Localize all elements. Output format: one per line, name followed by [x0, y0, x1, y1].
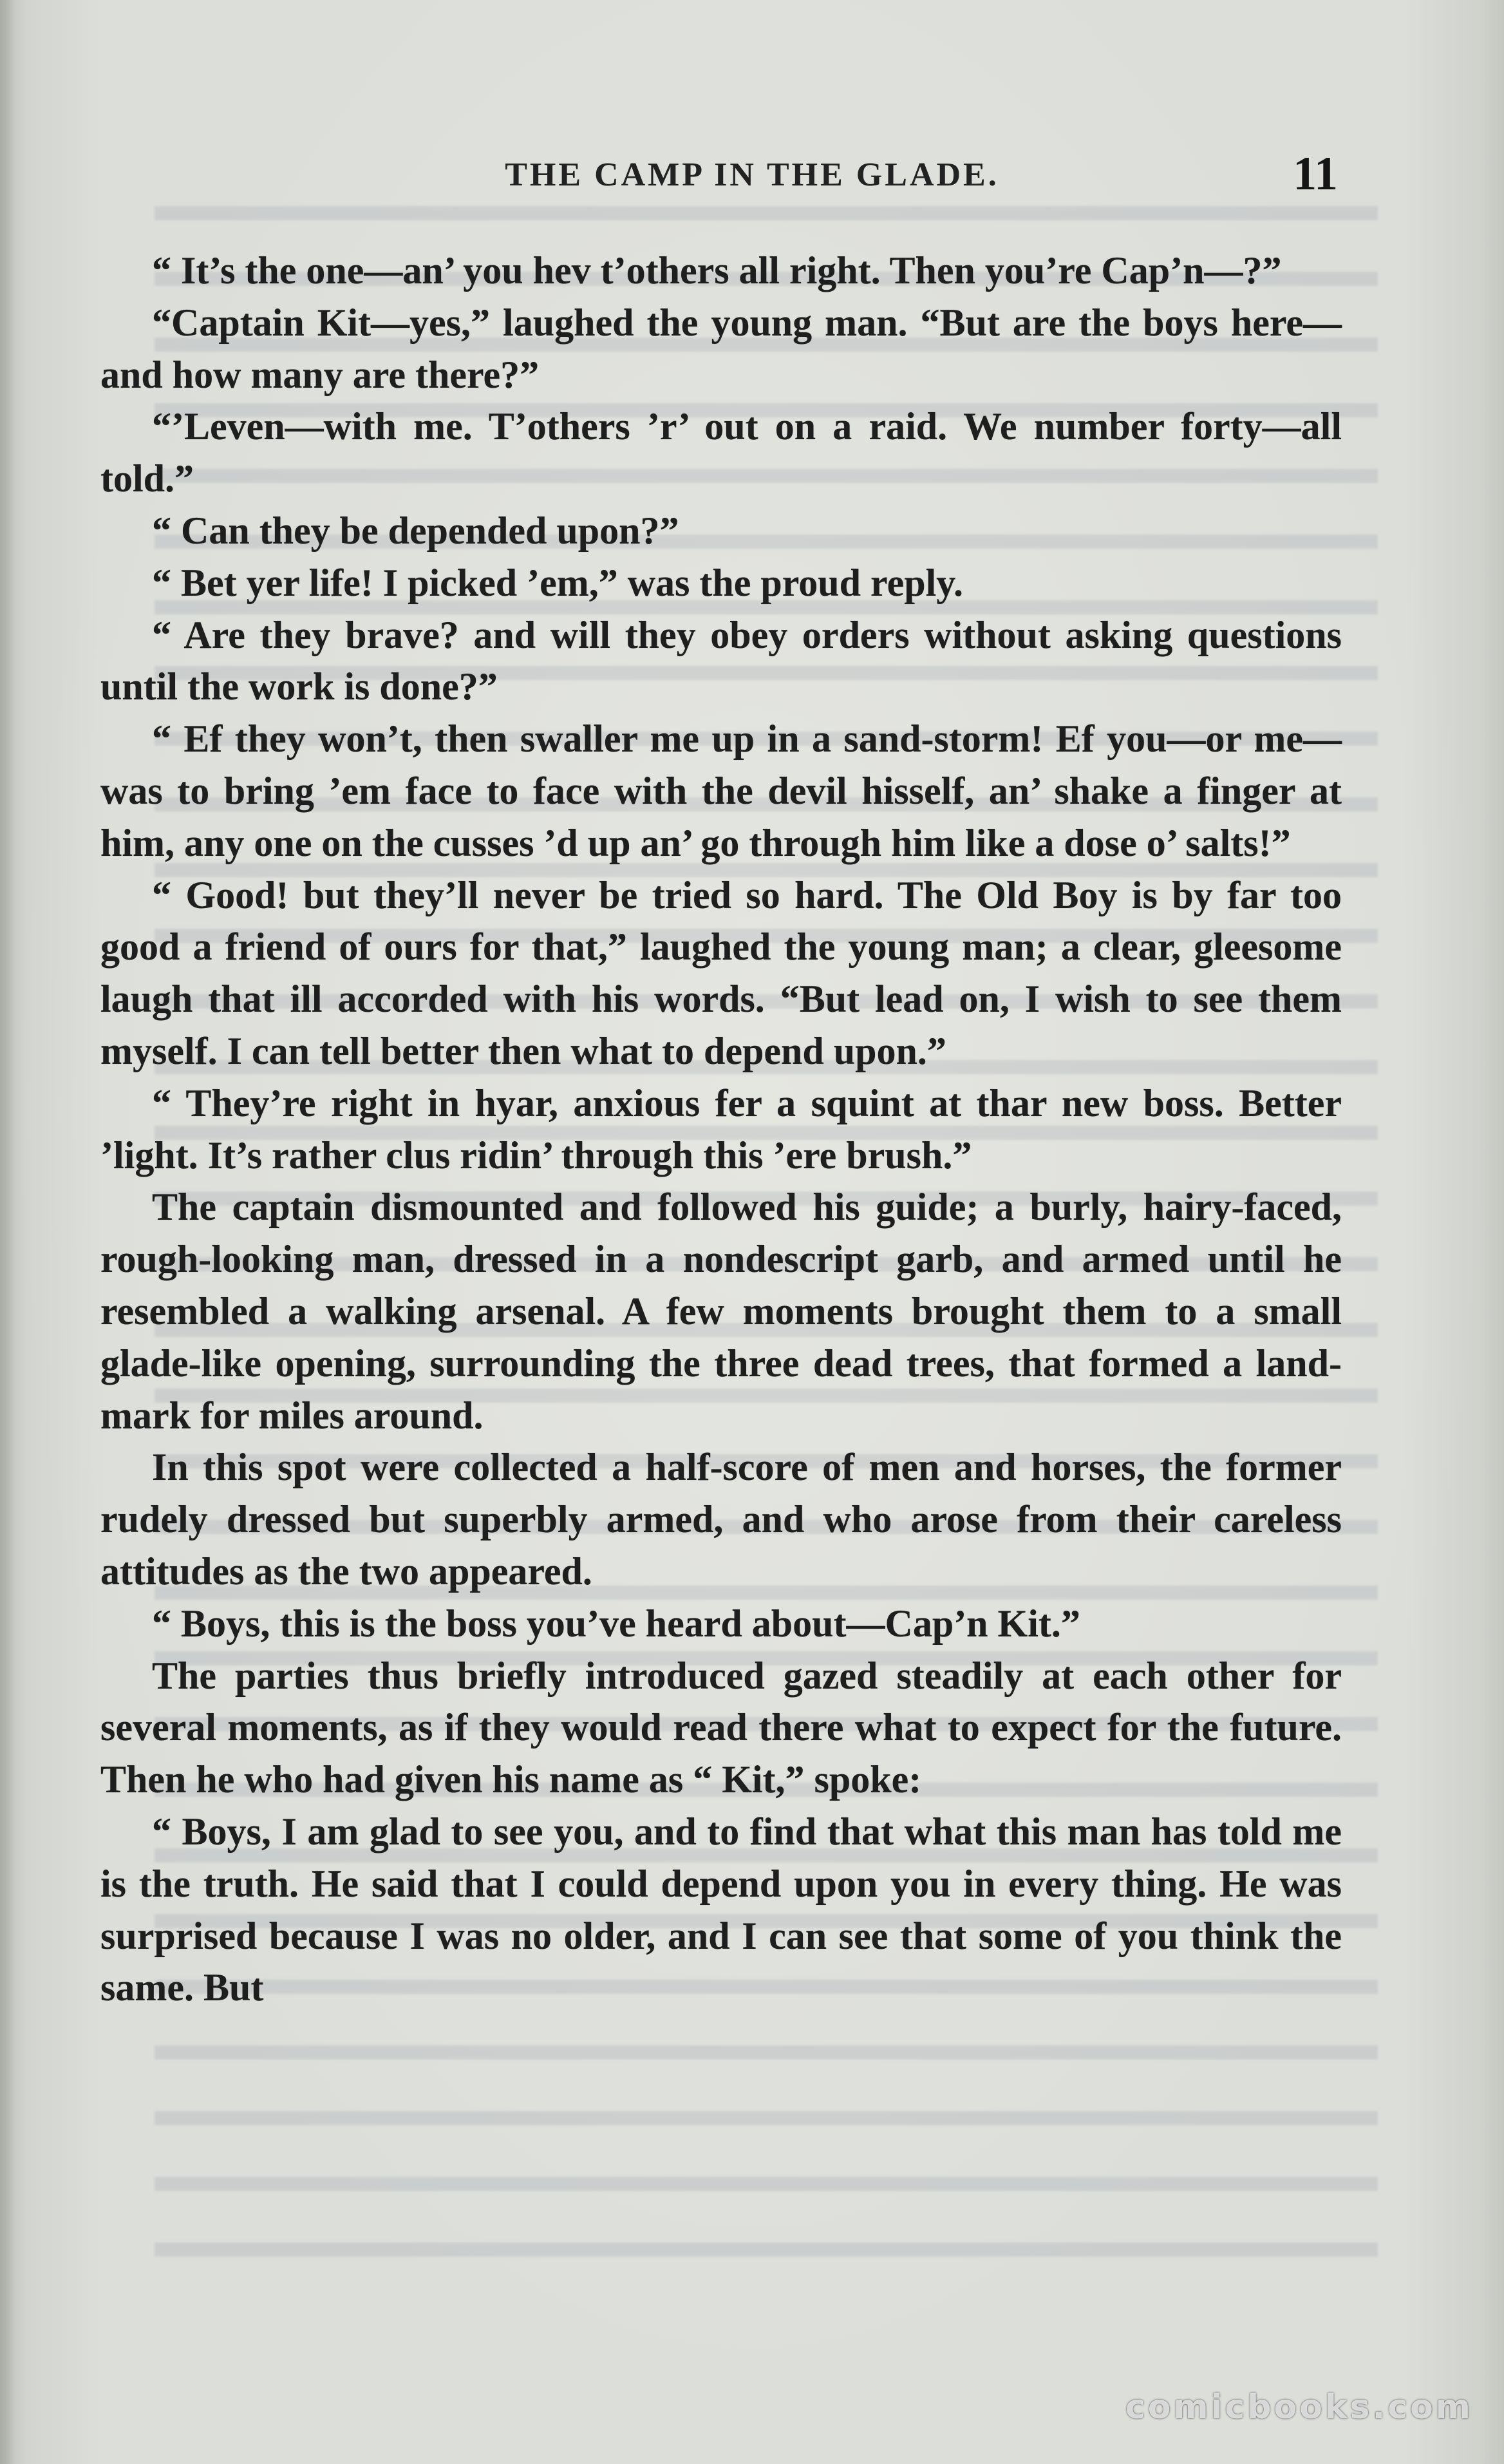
- paragraph: In this spot were collected a half-score of men and horses, the former rudely dressed but superbly armed, and who arose from their careless attitudes as the two appeared.: [100, 1446, 1342, 1593]
- paragraph: “ Boys, this is the boss you’ve heard about—Cap’n Kit.”: [152, 1602, 1080, 1645]
- paragraph: “’Leven—with me. T’others ’r’ out on a raid. We number forty—all told.”: [100, 405, 1342, 500]
- paragraph: “ Can they be depended upon?”: [152, 509, 679, 552]
- paragraph: “ It’s the one—an’ you hev t’others all right. Then you’re Cap’n—?”: [152, 249, 1282, 292]
- paragraph: “ Are they brave? and will they obey orders without asking questions until the work is done?”: [100, 613, 1342, 708]
- watermark-text: comicbooks.com: [1125, 2388, 1473, 2427]
- paragraph: The captain dismounted and followed his guide; a burly, hairy-faced, rough-looking man, dressed in a nondescript garb, and armed until he resembled a walking arsenal. A few moments brought them to a small glade-like opening, surrounding the three dead trees, that formed a land-mark for miles around.: [100, 1186, 1342, 1437]
- paragraph: The parties thus briefly introduced gazed steadily at each other for several moments, as if they would read there what to expect for the future. Then he who had given his name as “ Kit,” spoke:: [100, 1654, 1342, 1801]
- paragraph: “Captain Kit—yes,” laughed the young man. “But are the boys here—and how many are there?”: [100, 301, 1342, 396]
- paragraph: “ Boys, I am glad to see you, and to find that what this man has told me is the truth. He said that I could depend upon you in every thing. He was surprised because I was no older, and I can see that some of you think the same. But: [100, 1810, 1342, 2009]
- page-number: 11: [1293, 147, 1338, 200]
- running-title: THE CAMP IN THE GLADE.: [505, 156, 999, 193]
- paragraph: “ They’re right in hyar, anxious fer a squint at thar new boss. Better ’light. It’s rather clus ridin’ through this ’ere brush.”: [100, 1081, 1342, 1177]
- page-edge-shadow: [0, 0, 14, 2464]
- paragraph: “ Ef they won’t, then swaller me up in a sand-storm! Ef you—or me—was to bring ’em face to face with the devil hisself, an’ shake a finger at him, any one on the cusses ’d up an’ go through him like a dose o’ salts!”: [100, 717, 1342, 864]
- running-head: [0, 147, 1504, 205]
- paragraph: “ Bet yer life! I picked ’em,” was the proud reply.: [152, 561, 963, 604]
- paragraph: “ Good! but they’ll never be tried so hard. The Old Boy is by far too good a friend of ours for that,” laughed the young man; a clear, gleesome laugh that ill accorded with his words. “But lead on, I wish to see them myself. I can tell better then what to depend upon.”: [100, 873, 1342, 1072]
- body-text: [100, 245, 1342, 2014]
